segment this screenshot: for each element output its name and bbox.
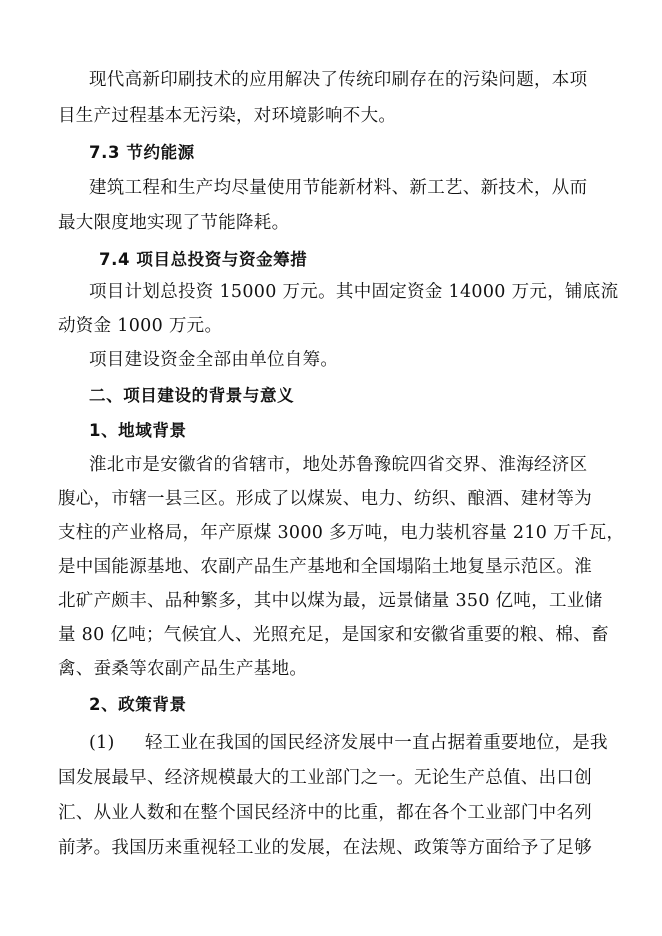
paragraph-line: 禽、蚕桑等农副产品生产基地。 bbox=[58, 659, 308, 679]
subsection-heading-policy: 2、政策背景 bbox=[89, 695, 187, 714]
paragraph-line: 前茅。我国历来重视轻工业的发展，在法规、政策等方面给予了足够 bbox=[58, 838, 592, 858]
subsection-heading-regional: 1、地域背景 bbox=[89, 421, 187, 440]
paragraph-line: 国发展最早、经济规模最大的工业部门之一。无论生产总值、出口创 bbox=[58, 768, 592, 788]
paragraph-line: 腹心，市辖一县三区。形成了以煤炭、电力、纺织、酿酒、建材等为 bbox=[58, 489, 592, 509]
section-heading-2: 二、项目建设的背景与意义 bbox=[89, 386, 295, 405]
paragraph-line bbox=[89, 732, 608, 754]
paragraph-line: 目生产过程基本无污染，对环境影响不大。 bbox=[58, 106, 397, 126]
paragraph-text: 轻工业在我国的国民经济发展中一直占据着重要地位，是我 bbox=[145, 733, 608, 753]
paragraph-line: 汇、从业人数和在整个国民经济中的比重，都在各个工业部门中名列 bbox=[58, 803, 592, 823]
paragraph-line: 现代高新印刷技术的应用解决了传统印刷存在的污染问题，本项 bbox=[89, 70, 588, 90]
list-number: (1) bbox=[89, 733, 115, 753]
paragraph-line: 支柱的产业格局，年产原煤 3000 多万吨，电力装机容量 210 万千瓦， bbox=[58, 523, 625, 543]
paragraph-line: 是中国能源基地、农副产品生产基地和全国塌陷土地复垦示范区。淮 bbox=[58, 557, 592, 577]
paragraph-line: 建筑工程和生产均尽量使用节能新材料、新工艺、新技术，从而 bbox=[89, 178, 588, 198]
paragraph-line: 最大限度地实现了节能降耗。 bbox=[58, 213, 290, 233]
paragraph-line: 项目建设资金全部由单位自筹。 bbox=[89, 350, 339, 370]
paragraph-line: 动资金 1000 万元。 bbox=[58, 316, 223, 336]
paragraph-line: 淮北市是安徽省的省辖市，地处苏鲁豫皖四省交界、淮海经济区 bbox=[89, 455, 588, 475]
paragraph-line: 项目计划总投资 15000 万元。其中固定资金 14000 万元，铺底流 bbox=[89, 282, 619, 302]
paragraph-line: 量 80 亿吨；气候宜人、光照充足，是国家和安徽省重要的粮、棉、畜 bbox=[58, 625, 609, 645]
section-heading-7-3: 7.3 节约能源 bbox=[89, 143, 195, 162]
section-heading-7-4: 7.4 项目总投资与资金筹措 bbox=[99, 250, 308, 269]
paragraph-line: 北矿产颇丰、品种繁多，其中以煤为最，远景储量 350 亿吨，工业储 bbox=[58, 591, 603, 611]
